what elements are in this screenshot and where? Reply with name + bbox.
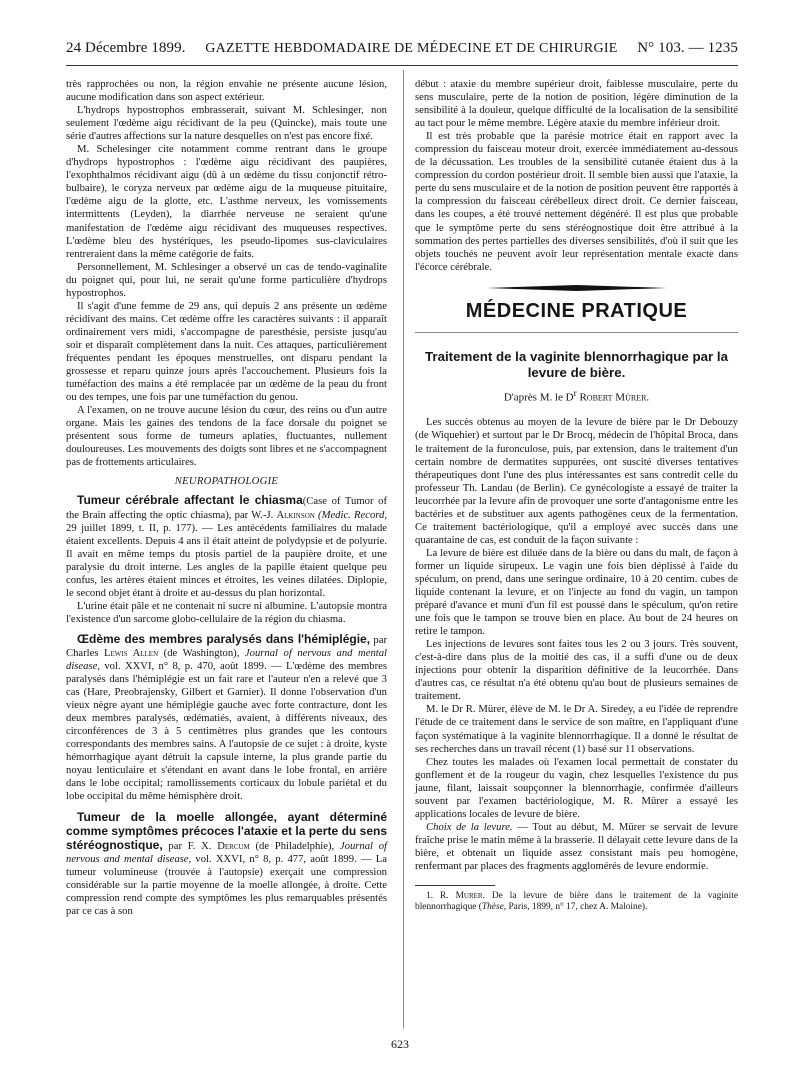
paragraph: M. Schelesinger cite notamment comme rentrant dans le groupe d'hydrops hypostrophos : l'œdème aigu récidivant des paupières, l'exophthalmos récidivant aigu (dû à un œdème du tissu conjonctif rétro-bulbaire), le coryza nerveux par œdème aigu de la muqueuse pituitaire, l'œdème aigu de la glotte, etc. L'asthme nerveux, les vomissements intermittents (Leyden), la diarrhée nerveuse ne seraient qu'une manifestation de l'œdème aigu récidivant des muqueuses respectives. L'œdème bleu des hystériques, les pseudo-lipomes sus-claviculaires rentreraient dans la même catégorie de faits. bbox=[66, 144, 387, 260]
left-column bbox=[66, 78, 387, 918]
footnote-number: 1. R. bbox=[426, 891, 456, 902]
article-reference: (de Washington), bbox=[158, 647, 245, 659]
paragraph: Il s'agit d'une femme de 29 ans, qui depuis 2 ans présente un œdème récidivant des mains. Cet œdème offre les caractères suivants : il apparaît ordinairement vers midi, s'accompagne de paresthésie, persiste jusqu'au soir et disparaît complètement dans la nuit. Ces attaques, particulièrement fréquentes pendant les époques menstruelles, ont disparu pendant la grossesse et reparu quinze jours après l'accouchement. Plusieurs fois la tuméfaction des mains a été remplacée par un œdème de la peau du front ou des tempes, une fois par une tuméfaction du genou. bbox=[66, 300, 387, 404]
paragraph: début : ataxie du membre supérieur droit, faiblesse musculaire, perte du sens musculaire, perte de la notion de position, légère diminution de la sensibilité à la douleur, quelque difficulté de la localisation de la sensibilité au tact pour le même membre. Légère ataxie du membre inférieur droit. bbox=[415, 79, 738, 130]
paragraph: M. le Dr R. Mürer, élève de M. le Dr A. Siredey, a eu l'idée de reprendre l'étude de ce traitement dans le service de son maître, en l'appliquant d'une façon systématique à la vaginite blennorrhagique. Il a donné le résultat de ses recherches dans un travail récent (1) basé sur 11 observations. bbox=[415, 704, 738, 755]
footnote-journal: Thèse, bbox=[481, 902, 507, 913]
paragraph: L'urine était pâle et ne contenait ni sucre ni albumine. L'autopsie montra l'existence d'un sarcome globo-cellulaire de la région du chiasma. bbox=[66, 600, 387, 625]
header-issue-page: N° 103. — 1235 bbox=[637, 40, 738, 56]
footnote bbox=[415, 891, 738, 914]
footnote-rule bbox=[415, 885, 495, 886]
article-author: Lewis Allen bbox=[104, 647, 159, 659]
article-journal: (Medic. Record, bbox=[318, 509, 388, 521]
article-tumeur-cerebrale bbox=[66, 494, 387, 599]
section-title-medecine-pratique: MÉDECINE PRATIQUE bbox=[465, 299, 688, 322]
article-reference: par Charles bbox=[66, 634, 387, 659]
article-title-vaginite: Traitement de la vaginite blennorrhagique par la levure de bière. bbox=[425, 348, 728, 380]
section-heading-neuropathologie: NEUROPATHOLOGIE bbox=[174, 476, 279, 488]
running-header bbox=[66, 40, 738, 57]
header-journal-title: GAZETTE HEBDOMADAIRE DE MÉDECINE ET DE CHIRURGIE bbox=[205, 41, 618, 56]
subheading-choix-levure: Choix de la levure. bbox=[426, 821, 513, 833]
paragraph: Les succès obtenus au moyen de la levure de bière par le Dr Debouzy (de Wiquehier) et surtout par le Dr Brocq, médecin de l'hôpital Broca, dans le traitement de la furonculose, puis, par extension, dans le traitement d'un certain nombre de dermatites suppurées, ont suscité diverses tentatives thérapeutiques dont l'une des plus intéressantes est sans contredit celle du professeur Th. Landau (de Berlin). Ce gynécologiste a essayé de traiter la leucorrhée par la levure afin de provoquer une sorte d'antagonisme entre les bactéries et de substituer aux agents pathogènes ceux de la fermentation. Ce traitement bactériologique, qu'il a employé avec succès dans une quarantaine de cas, est conduit de la façon suivante : bbox=[415, 417, 738, 546]
ornament-divider bbox=[487, 284, 667, 292]
article-body: vol. XXVI, n° 8, p. 477, août 1899. — La tumeur volumineuse (trouvée à l'autopsie) exerçait une compression considérable sur la partie moyenne de la moelle allongée, à droite. Cette compression rend compte des symptômes les plus remarquables présentés par ce cas à son bbox=[66, 853, 387, 917]
article-title: Tumeur cérébrale affectant le chiasma bbox=[77, 493, 303, 508]
paragraph: Chez toutes les malades où l'examen local permettait de constater du gonflement et de la rougeur du vagin, chez lesquelles l'existence du pus jaune, filant, laissait soupçonner la blennorrhagie, confirmée d'ailleurs souvent par l'examen bactériologique, M. R. Mürer a essayé les applications locales de levure de bière. bbox=[415, 756, 738, 820]
paragraph: Il est très probable que la parésie motrice était en rapport avec la compression du faisceau moteur droit, exercée immédiatement au-dessous de la décussation. Les troubles de la sensibilité cutanée étaient dus à la compression du cordon postérieur droit. Il semble bien aussi que l'ataxie, la perte du sens musculaire et de la notion de position peuvent être rapportés à la compression du faisceau cérébelleux direct droit. Ce dernier faisceau, dans les coupes, a été trouvé nettement dégénéré. Il est plus que probable que le symptôme perte du sens stéréognostique doit être attribué à la sommation des pertes partielles des diverses sensibilités, d'où il suit que les objets touchés ne peuvent avoir leur représentation mentale exacte dans l'écorce cérébrale. bbox=[415, 131, 738, 273]
article-title: Tumeur de la moelle allongée, ayant déterminé comme symptômes précoces l'ataxie et la perte du sens stéréognostique, bbox=[66, 809, 387, 852]
paragraph: A l'examen, on ne trouve aucune lésion du cœur, des reins ou d'un autre organe. Mais les gaines des tendons de la face dorsale du poignet se présentent sous forme de tumeurs aplaties, fluctuantes, nullement douloureuses. Les mouvements des doigts sont libres et ne s'accompagnent pas de frottements articulaires. bbox=[66, 405, 387, 469]
footnote-text: Paris, 1899, n° 17, chez A. Maloine). bbox=[506, 902, 648, 913]
paragraph: La levure de bière est diluée dans de la bière ou dans du malt, de façon à former un liquide sirupeux. Le vagin une fois bien déplissé à l'aide du spéculum, on prend, dans une seringue ordinaire, 10 à 20 centim. cubes de liquide contenant la levure, et on l'injecte au fond du vagin, un tampon préparé d'avance et muni d'un fil est poussé dans le spéculum, qu'on retire une fois que le tampon se trouve bien en place. Au bout de 24 heures on retire le tampon. bbox=[415, 547, 738, 638]
footnote-text: . De la levure de bière dans le traitement de la vaginite blennorrhagique ( bbox=[415, 891, 738, 913]
paragraph-body: — Tout au début, M. Mürer se servait de levure fraîche prise le matin même à la brasserie. Il délayait cette levure dans de la bière, et obtenait un liquide assez consistant mais peu homogène, renfermant par places des fragments agglomérés de levure endormie. bbox=[415, 821, 738, 872]
byline-sup: r bbox=[573, 387, 577, 398]
article-oedeme-membres bbox=[66, 633, 387, 804]
article-reference: (Case of Tumor of the Brain affecting the optic chiasma), par W.-J. bbox=[66, 496, 387, 521]
article-author: Alkinson bbox=[276, 509, 315, 521]
paragraph: Les injections de levures sont faites tous les 2 ou 3 jours. Très souvent, c'est-à-dire dans plus de la moitié des cas, il a suffi d'une ou de deux injections pour obtenir la disparition définitive de la leucorrhée. Dans d'autres cas, ce résultat n'a été obtenu qu'au bout de plusieurs semaines de traitement. bbox=[415, 639, 738, 703]
page-number: 623 bbox=[391, 1037, 409, 1051]
right-column bbox=[415, 78, 738, 914]
section-rule bbox=[415, 332, 738, 333]
article-tumeur-moelle bbox=[66, 811, 387, 918]
article-reference: par F. X. bbox=[162, 840, 218, 852]
article-byline bbox=[415, 387, 738, 405]
paragraph: Personnellement, M. Schlesinger a observé un cas de tendo-vaginalite du poignet qui, pour lui, ne serait qu'une forme particulière d'hydrops hypostrophos. bbox=[66, 261, 387, 299]
article-journal: Journal of nervous and mental disease, bbox=[66, 840, 387, 865]
paragraph: L'hydrops hypostrophos embrasserait, suivant M. Schlesinger, non seulement l'œdème aigu récidivant de la peu (Quincke), mais toute une série d'autres affections sur la nature desquelles on n'est pas encore fixé. bbox=[66, 105, 387, 143]
article-journal: Journal of nervous and mental disease, bbox=[66, 647, 387, 673]
article-author: Dercum bbox=[217, 840, 250, 852]
header-rule bbox=[66, 65, 738, 66]
paragraph-choix-levure bbox=[415, 821, 738, 873]
article-body: vol. XXVI, n° 8, p. 470, août 1899. — L'œdème des membres paralysés dans l'hémiplégie est un fait rare et l'auteur n'en a relevé que 3 cas (Hare, Preobrajensky, Gilbert et Garnier). Il donne l'observation d'un vieux nègre ayant une hémiplégie gauche avec forte contracture, dont les deux membres paralysés, œdématiés, avaient, à différents niveaux, des circonférences de 3 à 5 centimètres plus grandes que les contours correspondants des membres sains. A l'autopsie de ce sujet : à droite, kyste hémorrhagique ayant détruit la capsule interne, la plus grande partie du noyau lenticulaire et s'étendant en avant dans le lobe frontal, en arrière dans le lobe occipital; ramollissements corticaux du lobule pariétal et du lobe occipital du même hémisphère droit. bbox=[66, 661, 387, 803]
article-reference: (de Philadelphie), bbox=[249, 840, 340, 852]
article-body: 29 juillet 1899, t. II, p. 177). — Les antécédents familiaires du malade étaient excellents. Depuis 4 ans il était atteint de polydypsie et de polyurie. Il avait en même temps du ptosis partiel de la paupière droite, et une paralysie du droit interne. Les angles de la papille étaient quelque peu confus, les artères étaient minces et étroites, les veines dilatées. Diplopie, le second objet étant à droite et au-dessus du plan horizontal. bbox=[66, 522, 387, 599]
article-title: Œdème des membres paralysés dans l'hémiplégie, bbox=[77, 631, 371, 646]
column-separator bbox=[403, 70, 404, 1028]
byline-text: D'après M. le D bbox=[503, 391, 574, 404]
byline-author: Robert Mürer. bbox=[576, 391, 650, 404]
paragraph: très rapprochées ou non, la région envahie ne présente aucune lésion, aucune modification dans son aspect extérieur. bbox=[66, 79, 387, 104]
header-date: 24 Décembre 1899. bbox=[66, 40, 186, 56]
footnote-author: Murer bbox=[455, 891, 483, 902]
